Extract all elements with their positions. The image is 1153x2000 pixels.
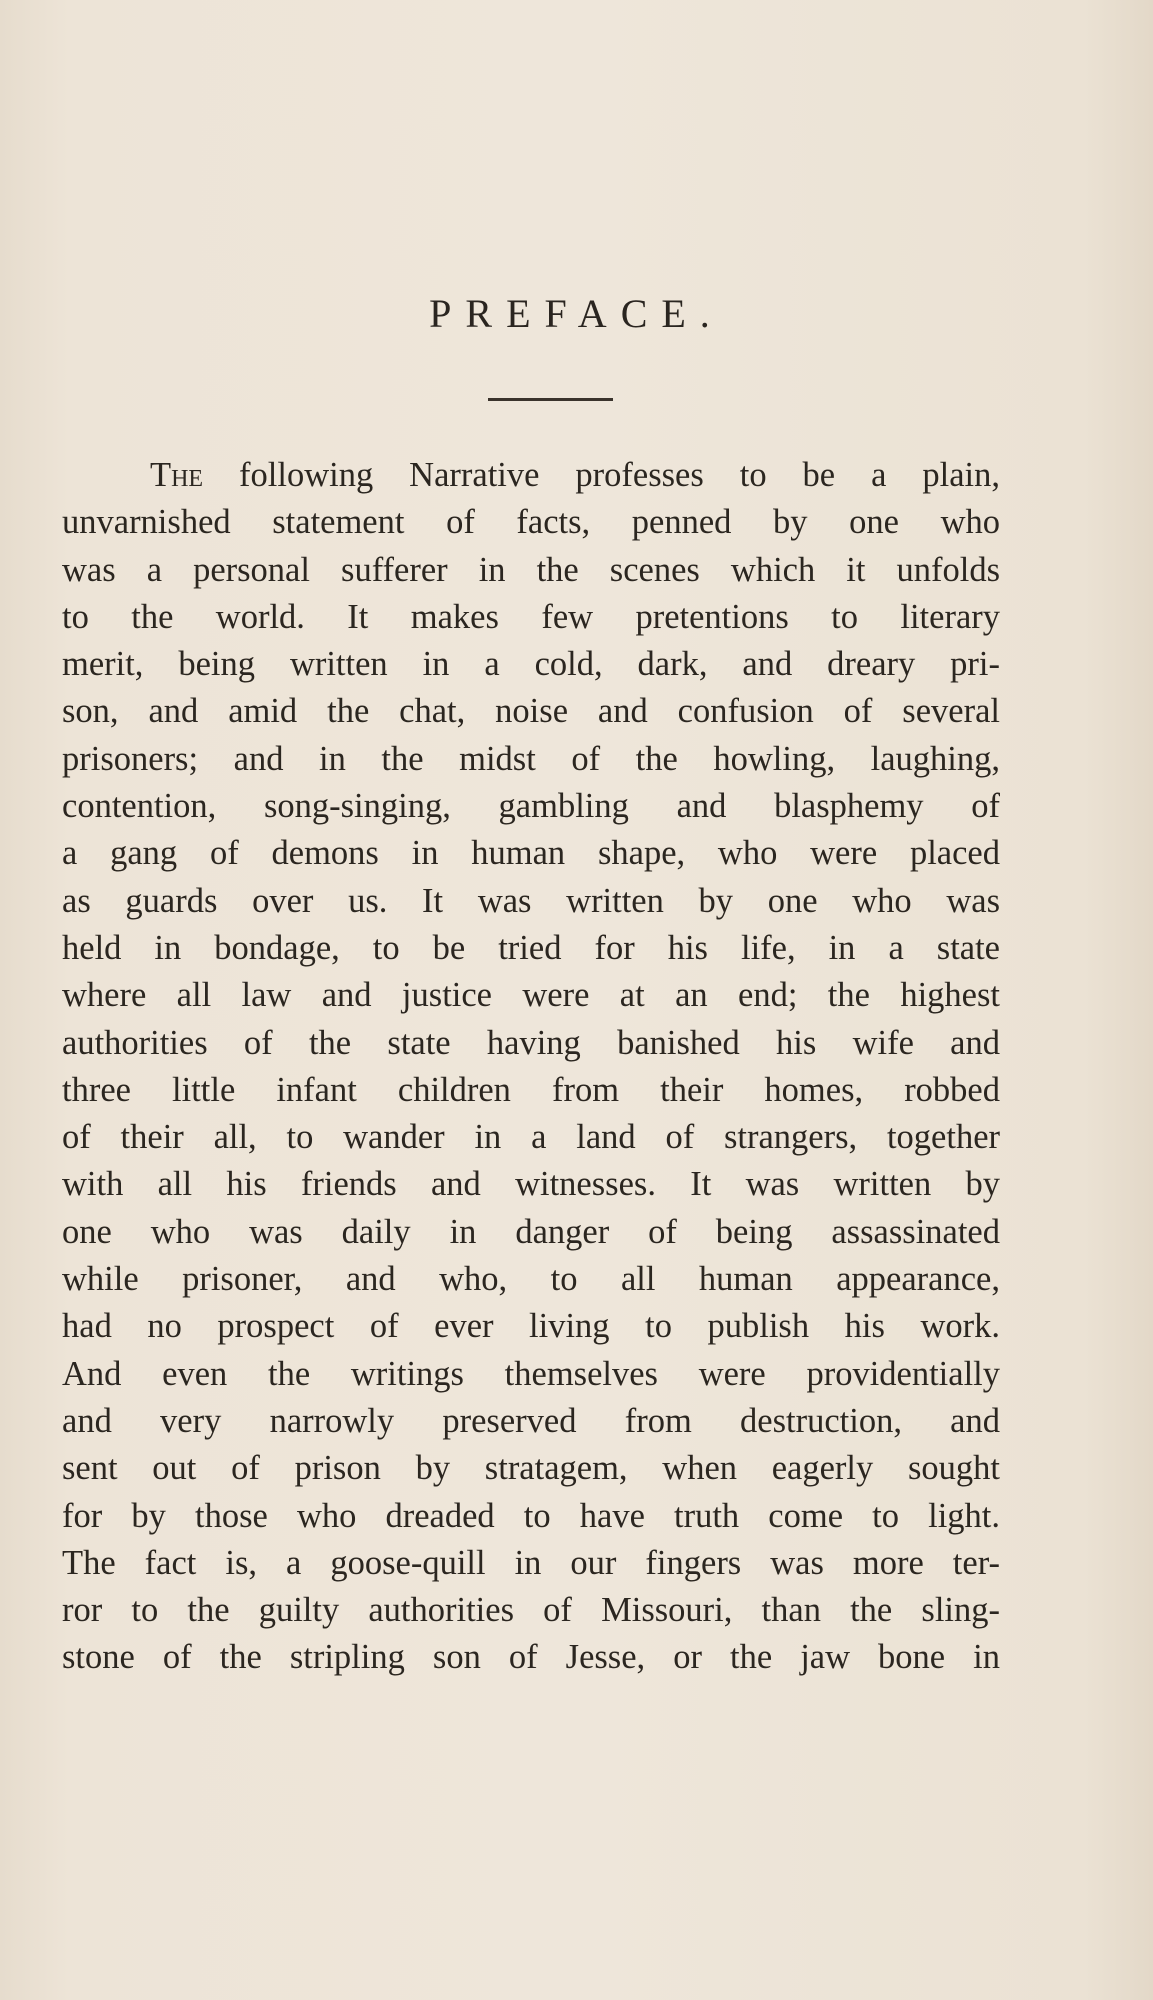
text-line-13: authorities of the state having banished his wife and	[62, 1023, 1000, 1062]
text-line-12: where all law and justice were at an end; the highest	[62, 976, 1000, 1015]
text-line-20: And even the writings themselves were providentially	[62, 1354, 1000, 1393]
text-line-7: prisoners; and in the midst of the howling, laughing,	[62, 739, 1000, 778]
text-line-26: stone of the stripling son of Jesse, or the jaw bone in	[62, 1638, 1000, 1677]
text-line-19: had no prospect of ever living to publish his work.	[62, 1307, 1000, 1346]
text-line-11: held in bondage, to be tried for his life, in a state	[62, 928, 1000, 967]
text-line-3: was a personal sufferer in the scenes which it unfolds	[62, 550, 1000, 589]
text-line-17: one who was daily in danger of being assassinated	[62, 1212, 1000, 1251]
text-line-18: while prisoner, and who, to all human appearance,	[62, 1260, 1000, 1299]
text-line-5: merit, being written in a cold, dark, and dreary pri-	[62, 645, 1000, 684]
text-line-23: for by those who dreaded to have truth come to light.	[62, 1496, 1000, 1535]
text-line-6: son, and amid the chat, noise and confusion of several	[62, 692, 1000, 731]
text-line-2: unvarnished statement of facts, penned by one who	[62, 503, 1000, 542]
text-line-10: as guards over us. It was written by one who was	[62, 881, 1000, 920]
text-line-4: to the world. It makes few pretentions to literary	[62, 597, 1000, 636]
text-line-22: sent out of prison by stratagem, when eagerly sought	[62, 1449, 1000, 1488]
page-heading: PREFACE.	[429, 291, 724, 336]
text-line-21: and very narrowly preserved from destruction, and	[62, 1401, 1000, 1440]
text-line-1: The following Narrative professes to be a plain,	[150, 456, 1000, 494]
text-line-8: contention, song-singing, gambling and blasphemy of	[62, 787, 1000, 826]
text-line-25: ror to the guilty authorities of Missouri, than the sling-	[62, 1591, 1000, 1630]
first-word: The	[150, 456, 204, 494]
text-line-15: of their all, to wander in a land of strangers, together	[62, 1118, 1000, 1157]
text-line-14: three little infant children from their homes, robbed	[62, 1070, 1000, 1109]
heading-rule	[488, 398, 613, 401]
text-line-24: The fact is, a goose-quill in our fingers was more ter-	[62, 1543, 1000, 1582]
text-line-16: with all his friends and witnesses. It was written by	[62, 1165, 1000, 1204]
text-line-9: a gang of demons in human shape, who were placed	[62, 834, 1000, 873]
preface-text	[62, 452, 1000, 1682]
